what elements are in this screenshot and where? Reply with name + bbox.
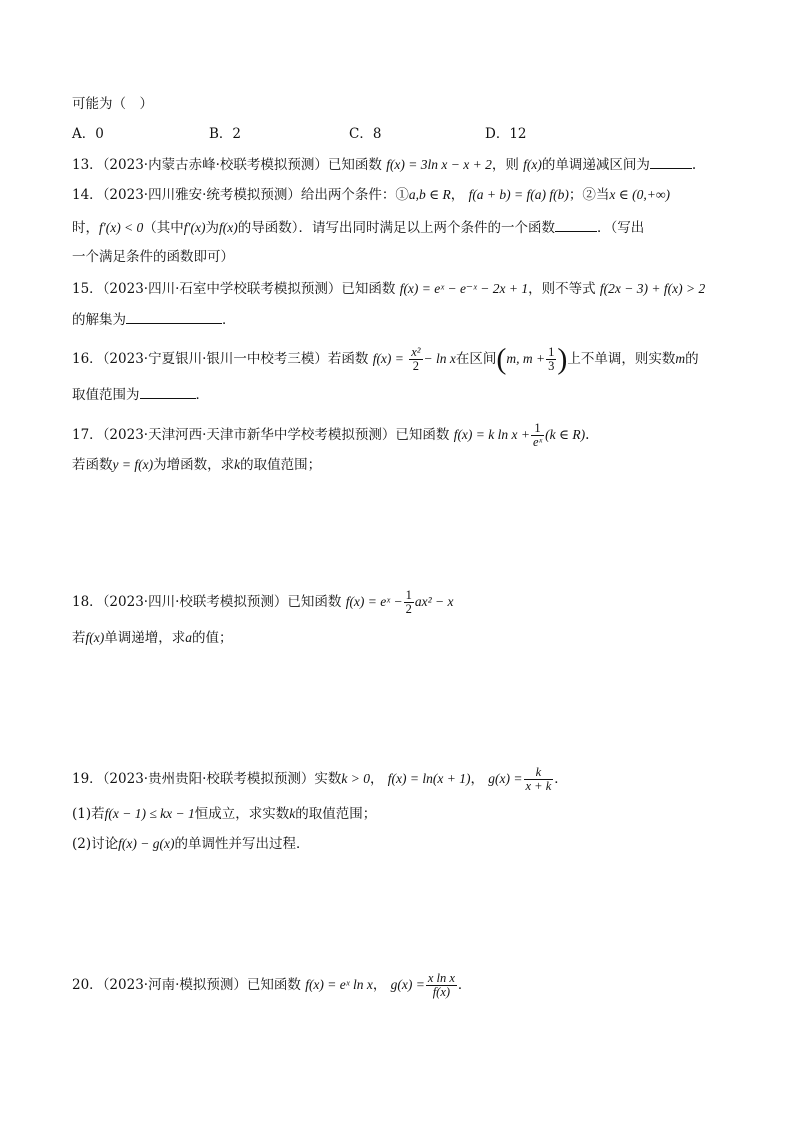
question-17-line2	[72, 455, 321, 475]
q17b-pre: 若函数	[72, 457, 113, 473]
q16b-text: 取值范围为	[72, 387, 140, 403]
intro-line	[72, 94, 153, 114]
question-15	[72, 279, 705, 299]
q16-fx: f(x) =	[372, 351, 404, 366]
q14b-p3: 的导函数）．请写出同时满足以上两个条件的一个函数	[237, 220, 555, 236]
q17-fraction	[531, 422, 544, 449]
q15-function: f(x) = eˣ − e⁻ˣ − 2x + 1	[399, 281, 529, 296]
option-b: B．2	[209, 126, 242, 142]
q16-interval-left: m, m +	[506, 351, 546, 366]
q20-number: 20．	[72, 977, 103, 993]
q13-source: （2023·内蒙古赤峰·校联考模拟预测）	[102, 157, 328, 173]
question-18-line2	[72, 628, 232, 648]
q18b-var: a	[185, 630, 192, 645]
q14-number: 14．	[72, 187, 103, 203]
q19-g: g(x) =	[488, 771, 523, 786]
q15-inequality: f(2x − 3) + f(x) > 2	[599, 281, 706, 296]
q19-condition: k > 0	[341, 771, 370, 786]
q20-comma: ，	[372, 977, 387, 993]
question-16-line2	[72, 384, 209, 405]
q19a-mid: 恒成立，求实数	[194, 806, 290, 822]
q18-function: f(x) = eˣ −	[345, 594, 403, 609]
option-c: C．8	[349, 126, 382, 142]
q16-end: 的	[685, 351, 699, 367]
question-15-line2	[72, 309, 236, 330]
q13-end: .	[691, 157, 697, 173]
q17b-mid: 为增函数，求	[153, 457, 235, 473]
q17b-function: y = f(x)	[112, 457, 154, 472]
q14-comma: ，	[450, 187, 465, 203]
question-19-part2	[72, 834, 309, 854]
q19-source: （2023·贵州贵阳·校联考模拟预测）	[102, 771, 315, 787]
q18b-post: 的值；	[191, 630, 233, 646]
q13-function: f(x) = 3ln x − x + 2	[386, 157, 492, 172]
question-14	[72, 185, 670, 205]
q19b-expr: f(x) − g(x)	[118, 836, 175, 851]
q17b-var: k	[234, 457, 241, 472]
q13-answer-blank[interactable]	[650, 154, 692, 169]
q16-interval-num: 1	[548, 345, 555, 359]
question-18	[72, 589, 453, 616]
q15b-pre: 的解集为	[72, 312, 126, 328]
q15-mid: ，则不等式	[528, 281, 596, 297]
question-14-line2	[72, 217, 644, 238]
q14-pre: 给出两个条件：	[300, 187, 396, 203]
q14-cond2: ；②当	[568, 187, 610, 203]
q15-answer-blank[interactable]	[126, 309, 222, 324]
q15b-end: ．	[222, 312, 236, 328]
q19-frac-num: k	[524, 766, 554, 780]
q20-frac-den: f(x)	[432, 985, 451, 999]
q19b-post: 的单调性并写出过程．	[174, 836, 310, 852]
q17-frac-num: 1	[531, 422, 544, 436]
q14b-fx: f(x)	[218, 220, 238, 235]
q20-fraction	[426, 972, 457, 999]
q18-fraction	[404, 589, 414, 616]
q17-number: 17．	[72, 427, 103, 443]
q20-frac-num: x ln x	[427, 971, 455, 985]
q19-comma2: ，	[470, 771, 484, 787]
q18-function-tail: ax² − x	[414, 594, 454, 609]
q14-cond1-domain: a,b ∈ R	[408, 187, 451, 202]
q16-frac-den: 2	[412, 359, 419, 373]
q18-frac-den: 2	[405, 602, 412, 616]
q17-function: f(x) = k ln x +	[453, 427, 531, 442]
intro-text: 可能为（ ）	[72, 96, 153, 112]
q19-end: ．	[554, 771, 568, 787]
q20-source: （2023·河南·模拟预测）	[102, 977, 247, 993]
q16-frac-num: x²	[411, 345, 421, 359]
q17-pre: 已知函数	[395, 427, 450, 443]
question-14-line3	[72, 247, 234, 267]
q17-end: .	[585, 427, 590, 443]
q19a-pre: (1)若	[72, 806, 105, 822]
q14b-inequality: f′(x) < 0	[99, 220, 144, 235]
q16-interval-fraction	[546, 346, 556, 373]
q19b-pre: (2)讨论	[72, 836, 119, 852]
q18-frac-num: 1	[405, 588, 412, 602]
q15-number: 15．	[72, 281, 103, 297]
q16-fraction	[409, 346, 422, 373]
q14b-p1: （其中	[143, 220, 184, 236]
q19a-inequality: f(x − 1) ≤ kx − 1	[104, 806, 195, 821]
q13-number: 13．	[72, 157, 103, 173]
q16-number: 16．	[72, 351, 103, 367]
q19-comma: ，	[370, 771, 384, 787]
q13-mid: ，则	[491, 157, 519, 173]
q14b-pre: 时，	[72, 220, 99, 236]
q13-post: 的单调递减区间为	[541, 157, 650, 173]
q18b-fx: f(x)	[85, 630, 105, 645]
q19-pre: 实数	[314, 771, 342, 787]
q14-answer-blank[interactable]	[555, 217, 597, 232]
q16-interval-den: 3	[548, 359, 555, 373]
q19-frac-den: x + k	[525, 779, 552, 793]
q16-post: 上不单调，则实数	[567, 351, 676, 367]
q19-f: f(x) = ln(x + 1)	[387, 771, 471, 786]
q14-source: （2023·四川雅安·统考模拟预测）	[102, 187, 301, 203]
q19-fraction	[524, 766, 554, 793]
q18-number: 18．	[72, 594, 103, 610]
q15-pre: 已知函数	[341, 281, 396, 297]
q15-source: （2023·四川·石室中学校联考模拟预测）	[102, 281, 342, 297]
q16-mid: 在区间	[455, 351, 497, 367]
q20-f: f(x) = eˣ ln x	[305, 977, 373, 992]
q18b-mid: 单调递增，求	[104, 630, 186, 646]
q16-open-paren: (	[496, 342, 507, 376]
q14-functional-equation: f(a + b) = f(a) f(b)	[468, 187, 569, 202]
question-19-part1	[72, 804, 376, 824]
q16-close-paren: )	[557, 342, 568, 376]
q19a-post: 的取值范围；	[295, 806, 377, 822]
q17-frac-den: eˣ	[533, 435, 543, 449]
q13-fx: f(x)	[523, 157, 542, 172]
q16-var: m	[675, 351, 686, 366]
q13-pre: 已知函数	[327, 157, 382, 173]
q20-end: ．	[457, 977, 472, 993]
q14b-p4: ．（写出	[596, 220, 645, 236]
q14b-p2: 为	[205, 220, 219, 236]
q14-cond1-marker: ①	[395, 187, 409, 203]
q18b-pre: 若	[72, 630, 86, 646]
q16-pre: 若函数	[327, 351, 369, 367]
question-17	[72, 422, 589, 449]
q17-source: （2023·天津河西·天津市新华中学校考模拟预测）	[102, 427, 396, 443]
q14c-text: 一个满足条件的函数即可）	[72, 249, 234, 265]
q17-domain: (k ∈ R)	[545, 427, 586, 442]
q16-source: （2023·宁夏银川·银川一中校考三模）	[102, 351, 328, 367]
q18-source: （2023·四川·校联考模拟预测）	[102, 594, 288, 610]
q16-frac-rest: − ln x	[423, 351, 456, 366]
option-a: A．0	[72, 126, 104, 142]
q14-cond2-domain: x ∈ (0,+∞)	[609, 187, 670, 202]
q14b-fprime: f′(x)	[183, 220, 206, 235]
q19-number: 19．	[72, 771, 103, 787]
question-20	[72, 972, 471, 999]
q19a-var: k	[289, 806, 296, 821]
question-16	[72, 342, 699, 376]
q17b-post: 的取值范围；	[240, 457, 322, 473]
question-19	[72, 766, 568, 793]
question-13	[72, 154, 696, 175]
q18-pre: 已知函数	[287, 594, 342, 610]
q20-g: g(x) =	[390, 977, 425, 992]
q16b-end: ．	[195, 387, 209, 403]
q20-pre: 已知函数	[246, 977, 301, 993]
q16-answer-blank[interactable]	[140, 384, 196, 399]
option-d: D．12	[485, 126, 527, 142]
